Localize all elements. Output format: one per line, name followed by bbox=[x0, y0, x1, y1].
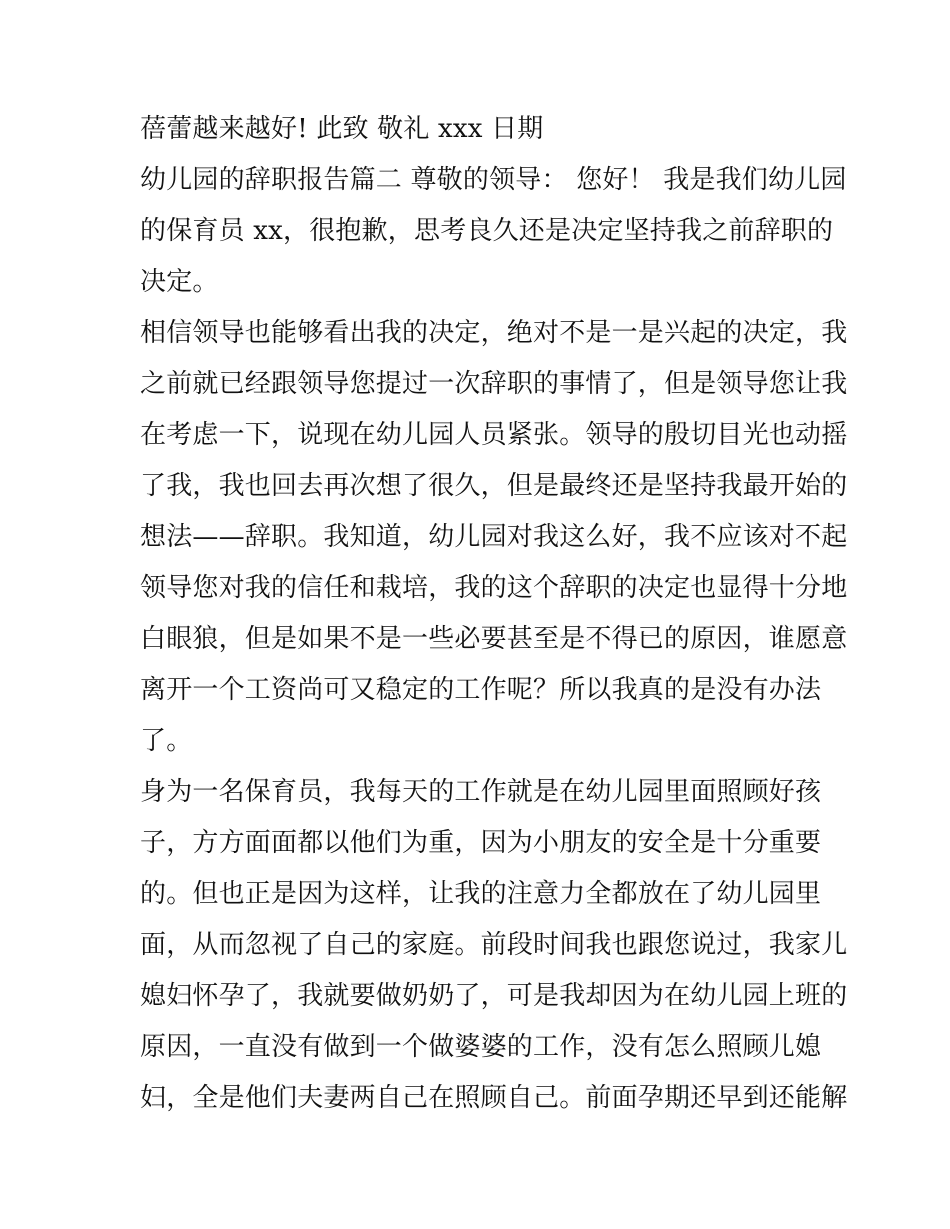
text-line: 在考虑一下，说现在幼儿园人员紧张。领导的殷切目光也动摇 bbox=[140, 420, 848, 450]
text-line: 白眼狼，但是如果不是一些必要甚至是不得已的原因，谁愿意 bbox=[140, 624, 848, 654]
text-line: 幼儿园的辞职报告篇二 尊敬的领导： 您好！ 我是我们幼儿园 bbox=[140, 165, 847, 195]
text-line: 离开一个工资尚可又稳定的工作呢？所以我真的是没有办法 bbox=[140, 675, 822, 705]
text-line: 的。但也正是因为这样，让我的注意力全都放在了幼儿园里 bbox=[140, 879, 822, 909]
text-line: 之前就已经跟领导您提过一次辞职的事情了，但是领导您让我 bbox=[140, 369, 848, 399]
text-line: 原因，一直没有做到一个做婆婆的工作，没有怎么照顾儿媳 bbox=[140, 1032, 822, 1062]
text-line: 想法——辞职。我知道，幼儿园对我这么好，我不应该对不起 bbox=[140, 522, 848, 552]
text-line: 蓓蕾越来越好! 此致 敬礼 xxx 日期 bbox=[140, 114, 544, 144]
text-line: 领导您对我的信任和栽培，我的这个辞职的决定也显得十分地 bbox=[140, 573, 848, 603]
text-line: 媳妇怀孕了，我就要做奶奶了，可是我却因为在幼儿园上班的 bbox=[140, 981, 848, 1011]
text-line: 妇，全是他们夫妻两自己在照顾自己。前面孕期还早到还能解 bbox=[140, 1083, 848, 1113]
text-line: 面，从而忽视了自己的家庭。前段时间我也跟您说过，我家儿 bbox=[140, 930, 848, 960]
text-line: 相信领导也能够看出我的决定，绝对不是一是兴起的决定，我 bbox=[140, 318, 848, 348]
text-line: 身为一名保育员，我每天的工作就是在幼儿园里面照顾好孩 bbox=[140, 777, 822, 807]
text-line: 子，方方面面都以他们为重，因为小朋友的安全是十分重要 bbox=[140, 828, 822, 858]
text-line: 决定。 bbox=[140, 267, 219, 297]
text-line: 了。 bbox=[140, 726, 193, 756]
text-line: 的保育员 xx，很抱歉，思考良久还是决定坚持我之前辞职的 bbox=[140, 216, 834, 246]
text-line: 了我，我也回去再次想了很久，但是最终还是坚持我最开始的 bbox=[140, 471, 848, 501]
